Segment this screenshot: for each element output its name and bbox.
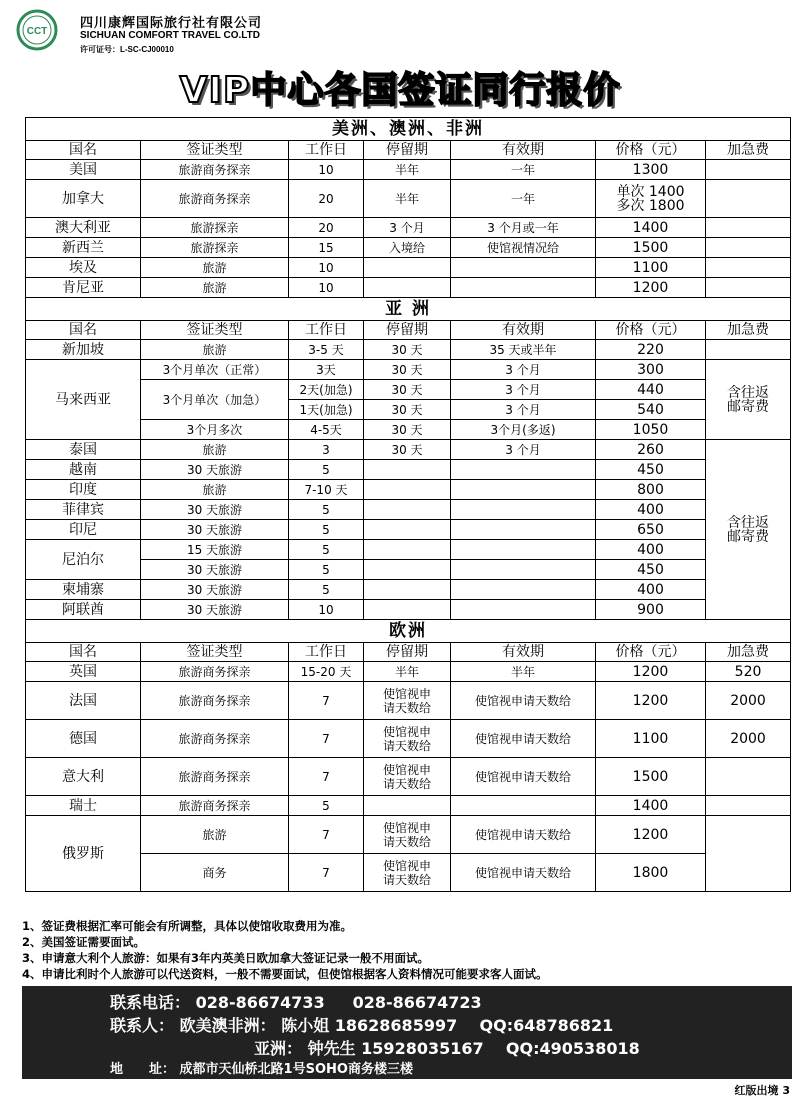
workdays: 1天(加急) [289,400,364,420]
price-multiple: 多次 1800 [616,197,685,214]
col-price: 价格（元） [596,321,706,340]
price: 1500 [596,238,706,258]
price: 300 [596,360,706,380]
stay: 30 天 [364,340,451,360]
table-row [26,796,791,816]
table-row [26,238,791,258]
price: 1100 [596,720,706,758]
table-row [26,380,791,400]
urgent-fee [706,816,791,892]
urgent-fee [706,278,791,298]
validity [451,480,596,500]
workdays: 20 [289,218,364,238]
validity: 使馆视申请天数给 [451,682,596,720]
urgent-fee: 2000 [706,682,791,720]
visa-type: 旅游商务探亲 [141,796,289,816]
stay: 半年 [364,160,451,180]
stay [364,580,451,600]
footer-page-label: 红版出境 3 [734,1084,790,1097]
logo-text: CCT [26,26,48,37]
workdays: 7-10 天 [289,480,364,500]
price: 1400 [596,796,706,816]
validity [451,460,596,480]
stay: 30 天 [364,400,451,420]
stay: 半年 [364,662,451,682]
workdays: 10 [289,258,364,278]
visa-type: 旅游商务探亲 [141,720,289,758]
table-row [26,682,791,720]
stay [364,460,451,480]
stay [364,520,451,540]
table-row [26,278,791,298]
country: 澳大利亚 [26,218,141,238]
visa-type: 旅游商务探亲 [141,180,289,218]
validity [451,278,596,298]
price: 900 [596,600,706,620]
visa-type: 商务 [141,854,289,892]
note-2: 2、美国签证需要面试。 [22,935,146,949]
workdays: 10 [289,600,364,620]
mail-note-line1: 含往返 [727,514,770,531]
validity [451,500,596,520]
table-row [26,600,791,620]
country: 印度 [26,480,141,500]
note-3: 3、申请意大利个人旅游：如果有3年内英美日欧加拿大签证记录一般不用面试。 [22,951,429,965]
contact-americas-row [110,1013,613,1036]
validity [451,796,596,816]
section-europe: 欧洲 [26,620,791,643]
validity [451,520,596,540]
visa-type: 30 天旅游 [141,520,289,540]
section-americas: 美洲、澳洲、非洲 [26,118,791,141]
stay [364,600,451,620]
price [596,180,706,218]
country: 肯尼亚 [26,278,141,298]
company-name-en: SICHUAN COMFORT TRAVEL CO.LTD [80,30,260,41]
validity: 3 个月或一年 [451,218,596,238]
validity: 3 个月 [451,360,596,380]
stay [364,540,451,560]
visa-type: 旅游商务探亲 [141,160,289,180]
col-workdays: 工作日 [289,321,364,340]
country: 俄罗斯 [26,816,141,892]
urgent-fee [706,258,791,278]
price: 1200 [596,662,706,682]
workdays: 4-5天 [289,420,364,440]
country: 英国 [26,662,141,682]
table-row [26,580,791,600]
asia-label: 亚洲： [254,1039,303,1058]
table-header-row [26,141,791,160]
table-row [26,258,791,278]
country: 德国 [26,720,141,758]
col-workdays: 工作日 [289,141,364,160]
country: 埃及 [26,258,141,278]
price: 540 [596,400,706,420]
stay-line1: 使馆视申 [382,724,431,739]
workdays: 3天 [289,360,364,380]
price: 400 [596,540,706,560]
table-row [26,720,791,758]
price: 1400 [596,218,706,238]
table-row [26,758,791,796]
price: 800 [596,480,706,500]
country: 柬埔寨 [26,580,141,600]
urgent-fee [706,180,791,218]
table-row [26,560,791,580]
country: 马来西亚 [26,360,141,440]
table-header-row [26,643,791,662]
visa-price-table [25,117,791,892]
mail-note-line2: 邮寄费 [727,528,770,545]
visa-type: 旅游商务探亲 [141,662,289,682]
col-stay: 停留期 [364,643,451,662]
visa-type: 旅游探亲 [141,218,289,238]
country: 阿联酋 [26,600,141,620]
stay: 30 天 [364,360,451,380]
visa-type: 15 天旅游 [141,540,289,560]
col-stay: 停留期 [364,141,451,160]
stay-line2: 请天数给 [382,700,431,715]
stay-line1: 使馆视申 [382,858,431,873]
validity: 一年 [451,160,596,180]
asia-person: 钟先生 15928035167 [307,1039,484,1058]
table-row [26,500,791,520]
col-workdays: 工作日 [289,643,364,662]
stay-line2: 请天数给 [382,738,431,753]
col-validity: 有效期 [451,321,596,340]
col-urgent: 加急费 [706,141,791,160]
workdays: 10 [289,160,364,180]
stay-line1: 使馆视申 [382,820,431,835]
col-visa-type: 签证类型 [141,321,289,340]
urgent-fee: 520 [706,662,791,682]
stay [364,258,451,278]
stay-line1: 使馆视申 [382,762,431,777]
stay: 30 天 [364,440,451,460]
workdays: 7 [289,854,364,892]
col-urgent: 加急费 [706,321,791,340]
table-row [26,854,791,892]
urgent-fee [706,796,791,816]
validity: 使馆视申请天数给 [451,854,596,892]
stay-line2: 请天数给 [382,834,431,849]
visa-type: 3个月多次 [141,420,289,440]
urgent-fee: 2000 [706,720,791,758]
validity [451,560,596,580]
validity: 半年 [451,662,596,682]
address: 成都市天仙桥北路1号SOHO商务楼三楼 [179,1062,413,1077]
americas-label: 欧美澳非洲： [179,1016,276,1035]
visa-type: 旅游商务探亲 [141,758,289,796]
workdays: 10 [289,278,364,298]
stay [364,816,451,854]
visa-type: 旅游探亲 [141,238,289,258]
col-visa-type: 签证类型 [141,141,289,160]
validity: 一年 [451,180,596,218]
note-4: 4、申请比利时个人旅游可以代送资料，一般不需要面试，但使馆根据客人资料情况可能要求客人面试。 [22,967,548,981]
visa-type: 旅游 [141,340,289,360]
workdays: 5 [289,540,364,560]
workdays: 7 [289,720,364,758]
workdays: 5 [289,560,364,580]
table-row [26,540,791,560]
stay [364,720,451,758]
mail-note-line2: 邮寄费 [727,398,770,415]
table-row [26,160,791,180]
col-country: 国名 [26,321,141,340]
visa-type: 旅游 [141,440,289,460]
stay-line1: 使馆视申 [382,686,431,701]
country: 美国 [26,160,141,180]
urgent-fee [706,758,791,796]
workdays: 3 [289,440,364,460]
price: 450 [596,560,706,580]
workdays: 15-20 天 [289,662,364,682]
visa-type: 旅游 [141,258,289,278]
stay [364,500,451,520]
visa-type: 30 天旅游 [141,460,289,480]
col-urgent: 加急费 [706,643,791,662]
validity: 3个月(多返) [451,420,596,440]
visa-type: 30 天旅游 [141,500,289,520]
price: 1200 [596,278,706,298]
table-row [26,662,791,682]
stay-line2: 请天数给 [382,776,431,791]
table-row [26,460,791,480]
country: 越南 [26,460,141,480]
visa-type: 30 天旅游 [141,580,289,600]
country: 意大利 [26,758,141,796]
table-row [26,340,791,360]
price: 1200 [596,816,706,854]
table-row [26,440,791,460]
visa-type: 30 天旅游 [141,560,289,580]
validity: 35 天或半年 [451,340,596,360]
validity [451,258,596,278]
table-row [26,480,791,500]
validity: 使馆视申请天数给 [451,758,596,796]
stay [364,480,451,500]
price: 260 [596,440,706,460]
person-label: 联系人： [110,1016,175,1035]
urgent-fee [706,238,791,258]
validity: 使馆视情况给 [451,238,596,258]
col-stay: 停留期 [364,321,451,340]
table-row [26,360,791,380]
table-row [26,816,791,854]
stay: 入境给 [364,238,451,258]
stay [364,758,451,796]
visa-type: 旅游商务探亲 [141,682,289,720]
stay [364,682,451,720]
validity: 使馆视申请天数给 [451,720,596,758]
table-row [26,420,791,440]
workdays: 7 [289,682,364,720]
stay [364,796,451,816]
price: 400 [596,500,706,520]
workdays: 7 [289,758,364,796]
country: 瑞士 [26,796,141,816]
notes [22,918,792,982]
urgent-fee [706,340,791,360]
asia-qq: QQ:490538018 [505,1039,640,1058]
stay: 半年 [364,180,451,218]
workdays: 5 [289,460,364,480]
price: 1050 [596,420,706,440]
license-number: 许可证号：L-SC-CJ00010 [80,45,174,54]
col-country: 国名 [26,643,141,662]
stay: 30 天 [364,420,451,440]
address-label: 地 址： [110,1062,176,1077]
country: 加拿大 [26,180,141,218]
phone-1: 028-86674733 [195,993,325,1012]
americas-qq: QQ:648786821 [479,1016,614,1035]
price: 1300 [596,160,706,180]
workdays: 20 [289,180,364,218]
price: 440 [596,380,706,400]
americas-person: 陈小姐 18628685997 [281,1016,458,1035]
validity: 使馆视申请天数给 [451,816,596,854]
workdays: 15 [289,238,364,258]
phone-label: 联系电话： [110,993,191,1012]
price: 650 [596,520,706,540]
validity: 3 个月 [451,380,596,400]
contact-panel [22,986,792,1079]
workdays: 5 [289,520,364,540]
table-header-row [26,321,791,340]
col-price: 价格（元） [596,643,706,662]
price: 1200 [596,682,706,720]
price: 1800 [596,854,706,892]
workdays: 2天(加急) [289,380,364,400]
country: 尼泊尔 [26,540,141,580]
col-validity: 有效期 [451,141,596,160]
visa-type: 30 天旅游 [141,600,289,620]
stay [364,560,451,580]
workdays: 7 [289,816,364,854]
workdays: 3-5 天 [289,340,364,360]
country: 菲律宾 [26,500,141,520]
visa-type: 旅游 [141,278,289,298]
stay-line2: 请天数给 [382,872,431,887]
contact-asia-row [254,1036,640,1059]
stay [364,278,451,298]
validity [451,540,596,560]
price: 220 [596,340,706,360]
price: 1100 [596,258,706,278]
workdays: 5 [289,796,364,816]
validity [451,580,596,600]
visa-type: 3个月单次（加急） [141,380,289,420]
country: 法国 [26,682,141,720]
price: 1500 [596,758,706,796]
mail-note-line1: 含往返 [727,384,770,401]
visa-type: 3个月单次（正常） [141,360,289,380]
address-row [110,1058,413,1077]
phone-2: 028-86674723 [352,993,482,1012]
table-row [26,520,791,540]
section-asia: 亚 洲 [26,298,791,321]
col-price: 价格（元） [596,141,706,160]
col-visa-type: 签证类型 [141,643,289,662]
company-name-cn: 四川康辉国际旅行社有限公司 [80,16,263,31]
company-header [10,6,790,58]
visa-type: 旅游 [141,816,289,854]
page-title: VIP中心各国签证同行报价 [179,70,621,111]
table-row [26,218,791,238]
visa-type: 旅游 [141,480,289,500]
urgent-fee [706,218,791,238]
note-1: 1、签证费根据汇率可能会有所调整，具体以使馆收取费用为准。 [22,919,352,933]
country: 新加坡 [26,340,141,360]
company-logo [12,8,62,52]
workdays: 5 [289,580,364,600]
table-row [26,180,791,218]
stay [364,854,451,892]
validity: 3 个月 [451,440,596,460]
price: 400 [596,580,706,600]
urgent-fee [706,160,791,180]
mail-fee-note [706,440,791,620]
country: 泰国 [26,440,141,460]
country: 印尼 [26,520,141,540]
stay: 30 天 [364,380,451,400]
validity [451,600,596,620]
stay: 3 个月 [364,218,451,238]
price: 450 [596,460,706,480]
col-validity: 有效期 [451,643,596,662]
mail-fee-note [706,360,791,440]
phone-row [110,990,482,1013]
validity: 3 个月 [451,400,596,420]
workdays: 5 [289,500,364,520]
col-country: 国名 [26,141,141,160]
country: 新西兰 [26,238,141,258]
price-single: 单次 1400 [616,183,685,200]
